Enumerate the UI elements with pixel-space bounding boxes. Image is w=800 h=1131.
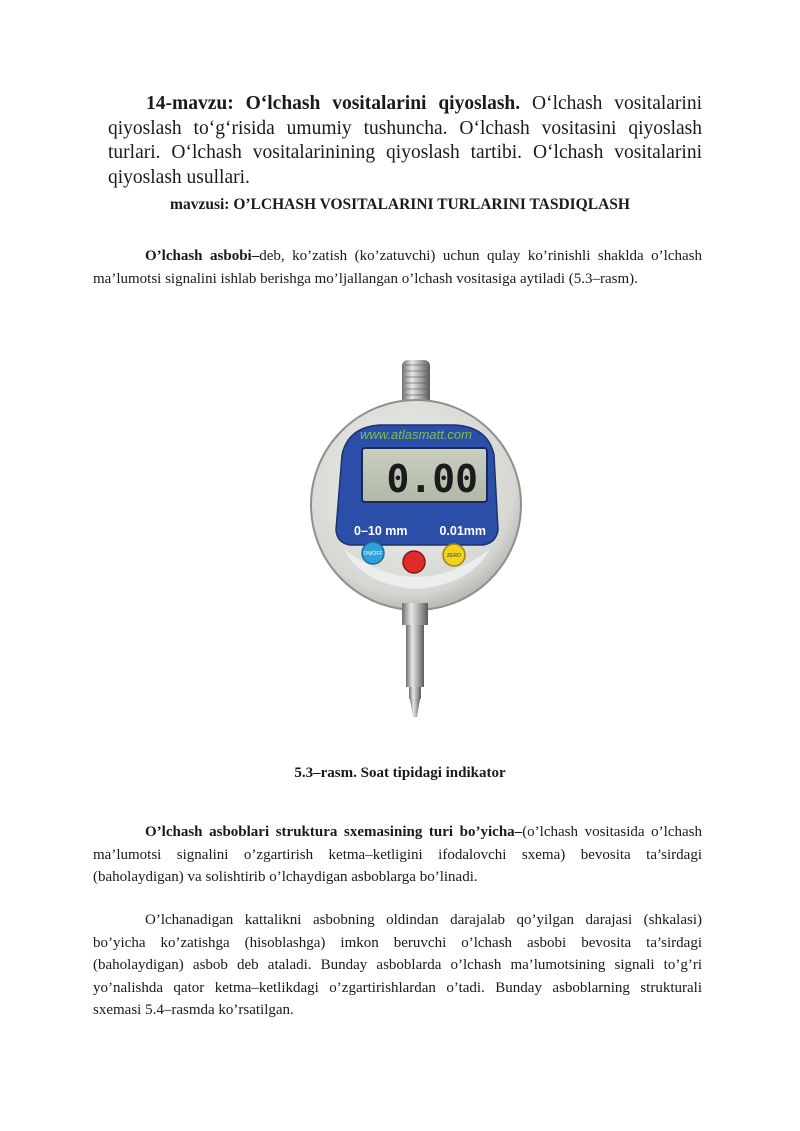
definition-text: deb, ko’zatish (ko’zatuvchi) uchun qulay ko’rinishli shaklda o’lchash ma’lumotsi signalini ishlab berishga mo’ljallangan o’lchash vositasiga aytiladi (5.3–rasm).	[93, 248, 702, 287]
direct-instrument-paragraph: O’lchanadigan kattalikni asbobning oldindan darajalab qo’yilgan darajasi (shkalasi) bo’yicha ko’zatishga (hisoblashga) imkon beruvchi o’lchash asbobi bevosita ta’sirdagi (baholaydigan) asbob deb ataladi. Bunday asboblarda o’lchash ma’lumotsining signali to’g’ri yo’nalishda qator ketma–ketlikdagi o’zgartirishlardan o’tadi. Bunday asboblarning strukturali sxemasi 5.4–rasmda ko’rsatilgan.	[93, 912, 702, 1018]
mode-button[interactable]	[403, 551, 425, 573]
stem-collar	[402, 603, 428, 625]
topic-heading	[108, 92, 702, 190]
resolution-label: 0.01mm	[439, 524, 486, 538]
structure-text: (o’lchash vositasida o’lchash ma’lumotsi signalini o’zgartirish ketma–ketligini ifodalovchi sxema) bevosita ta’sirdagi (baholaydigan) va solishtirib o’lchaydigan asboblarga bo’linadi.	[93, 824, 702, 885]
definition-term: O’lchash asbobi–	[145, 248, 260, 264]
watermark: www.atlasmatt.com	[360, 427, 472, 442]
zero-button-label: ZERO	[447, 553, 461, 559]
topic-title: 14-mavzu: O‘lchash vositalarini qiyoslash.	[146, 93, 521, 114]
digital-indicator-image	[300, 345, 530, 730]
display-value: 0.00	[386, 457, 478, 501]
contact-tip	[410, 699, 420, 717]
range-label: 0–10 mm	[354, 524, 408, 538]
figure-caption: 5.3–rasm. Soat tipidagi indikator	[294, 765, 506, 781]
definition-paragraph	[93, 245, 702, 290]
structure-paragraph	[93, 821, 702, 889]
page-subtitle: mavzusi: O’LCHASH VOSITALARINI TURLARINI TASDIQLASH	[170, 196, 630, 213]
power-button-label: ON/OFF	[363, 551, 383, 557]
structure-term: O’lchash asboblari struktura sxemasining turi bo’yicha–	[145, 824, 523, 840]
topic-description: O‘lchash vositalarini qiyoslash to‘g‘risida umumiy tushuncha. O‘lchash vositasini qiyoslash turlari. O‘lchash vositalarinining qiyoslash tartibi. O‘lchash vositalarini qiyoslash usullari.	[108, 93, 702, 188]
stem	[406, 625, 424, 687]
